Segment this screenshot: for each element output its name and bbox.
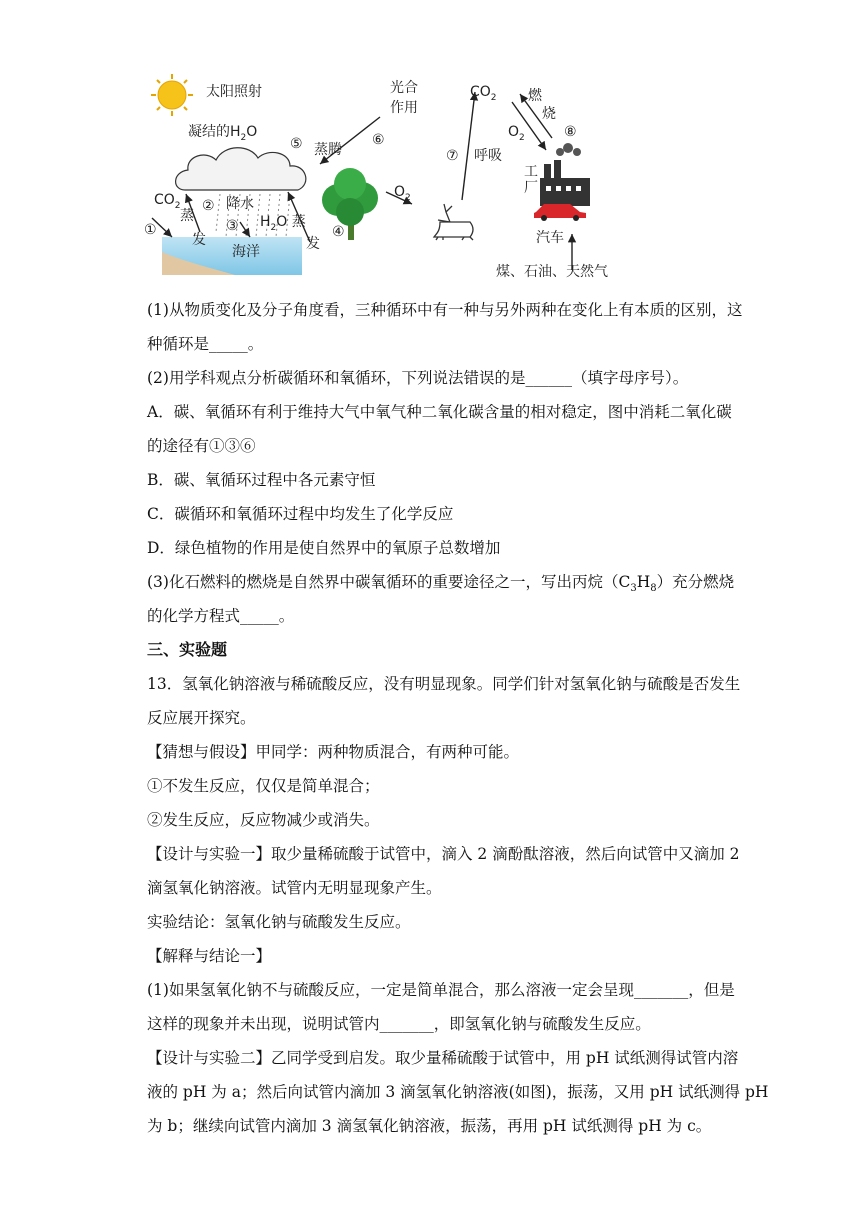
hypothesis: 【猜想与假设】甲同学：两种物质混合，有两种可能。 (147, 743, 520, 761)
experiment-2-line-1: 【设计与实验二】乙同学受到启发。取少量稀硫酸于试管中，用 pH 试纸测得试管内溶 (147, 1049, 739, 1067)
sun-icon (151, 74, 193, 116)
step-6-label: ⑥ (372, 132, 385, 148)
step-5-label: ⑤ (290, 136, 303, 152)
option-b: B．碳、氧循环过程中各元素守恒 (147, 471, 376, 489)
tree-icon (322, 168, 378, 240)
q1-line-2: 种循环是_____。 (147, 335, 264, 353)
step-8-label: ⑧ (564, 124, 577, 140)
evap-label-1b: 发 (192, 232, 206, 248)
cloud-icon (176, 148, 306, 190)
photosynthesis-label-2: 作用 (390, 100, 418, 116)
burn-label-1: 燃 (528, 88, 542, 104)
h2o-steam-label: $H_2O$ 蒸 (260, 214, 306, 233)
deer-icon (434, 204, 473, 240)
step-7-label: ⑦ (446, 148, 459, 164)
experiment-2-line-3: 为 b；继续向试管内滴加 3 滴氢氧化钠溶液，振荡，再用 pH 试纸测得 pH 为 c。 (147, 1117, 712, 1135)
steam-label: 蒸腾 (314, 142, 342, 158)
p13-line-1: 13．氢氧化钠溶液与稀硫酸反应，没有明显现象。同学们针对氢氧化钠与硫酸是否发生 (147, 675, 741, 693)
condensed-water-label: 凝结的$H_2O$ (188, 124, 258, 143)
step-3-label: ③ (226, 218, 239, 234)
step-2-label: ② (202, 198, 215, 214)
explanation-1-line-2: 这样的现象并未出现，说明试管内_______，即氢氧化钠与硫酸发生反应。 (147, 1015, 651, 1033)
hypothesis-1: ①不发生反应，仅仅是简单混合； (147, 777, 380, 795)
sun-label: 太阳照射 (206, 84, 262, 100)
factory-label-2: 厂 (524, 180, 538, 196)
carbon-oxygen-water-cycle-diagram (140, 72, 660, 287)
o2-mid-label: $O_2$ (394, 184, 411, 203)
option-c: C．碳循环和氧循环过程中均发生了化学反应 (147, 505, 454, 523)
burn-label-2: 烧 (542, 106, 556, 122)
explanation-heading: 【解释与结论一】 (147, 947, 272, 965)
conclusion: 实验结论：氢氧化钠与硫酸发生反应。 (147, 913, 411, 931)
car-label: 汽车 (536, 230, 564, 246)
co2-top-label: $CO_2$ (470, 84, 497, 103)
experiment-1-line-1: 【设计与实验一】取少量稀硫酸于试管中，滴入 2 滴酚酞溶液，然后向试管中又滴加 2 (147, 845, 740, 863)
section-heading: 三、实验题 (147, 640, 228, 659)
q3-line-2: 的化学方程式_____。 (147, 607, 295, 625)
car-icon (534, 204, 586, 221)
option-d: D．绿色植物的作用是使自然界中的氧原子总数增加 (147, 539, 501, 557)
option-a-line-2: 的途径有①③⑥ (147, 437, 256, 455)
option-a-line-1: A．碳、氧循环有利于维持大气中氧气种二氧化碳含量的相对稳定，图中消耗二氧化碳 (147, 403, 732, 421)
explanation-1-line-1: (1)如果氢氧化钠不与硫酸反应，一定是简单混合，那么溶液一定会呈现_______，但是 (147, 981, 735, 999)
step-4-label: ④ (332, 224, 345, 240)
experiment-2-line-2: 液的 pH 为 a；然后向试管内滴加 3 滴氢氧化钠溶液(如图)，振荡，又用 pH 试纸测得 pH (147, 1083, 769, 1101)
rain-label: 降水 (226, 196, 254, 212)
step-1-label: ① (144, 222, 157, 238)
respiration-label: 呼吸 (474, 148, 502, 164)
co2-left-label: $CO_2$ (154, 192, 181, 211)
q3-line-1: (3)化石燃料的燃烧是自然界中碳氧循环的重要途径之一，写出丙烷$(C_3H_8)$充分燃烧 (147, 573, 735, 595)
evap-label-2: 发 (306, 236, 320, 252)
experiment-1-line-2: 滴氢氧化钠溶液。试管内无明显现象产生。 (147, 879, 442, 897)
evap-label-1a: 蒸 (180, 208, 194, 224)
ocean-label: 海洋 (232, 244, 260, 260)
photosynthesis-label-1: 光合 (390, 80, 418, 96)
o2-right-label: $O_2$ (508, 124, 525, 143)
hypothesis-2: ②发生反应，反应物减少或消失。 (147, 811, 380, 829)
factory-icon (540, 143, 590, 206)
q2-line: (2)用学科观点分析碳循环和氧循环，下列说法错误的是______（填字母序号）。 (147, 369, 689, 387)
p13-line-2: 反应展开探究。 (147, 709, 256, 727)
q1-line-1: (1)从物质变化及分子角度看，三种循环中有一种与另外两种在变化上有本质的区别，这 (147, 301, 743, 319)
fuels-label: 煤、石油、天然气 (496, 264, 608, 280)
factory-label-1: 工 (524, 164, 538, 180)
